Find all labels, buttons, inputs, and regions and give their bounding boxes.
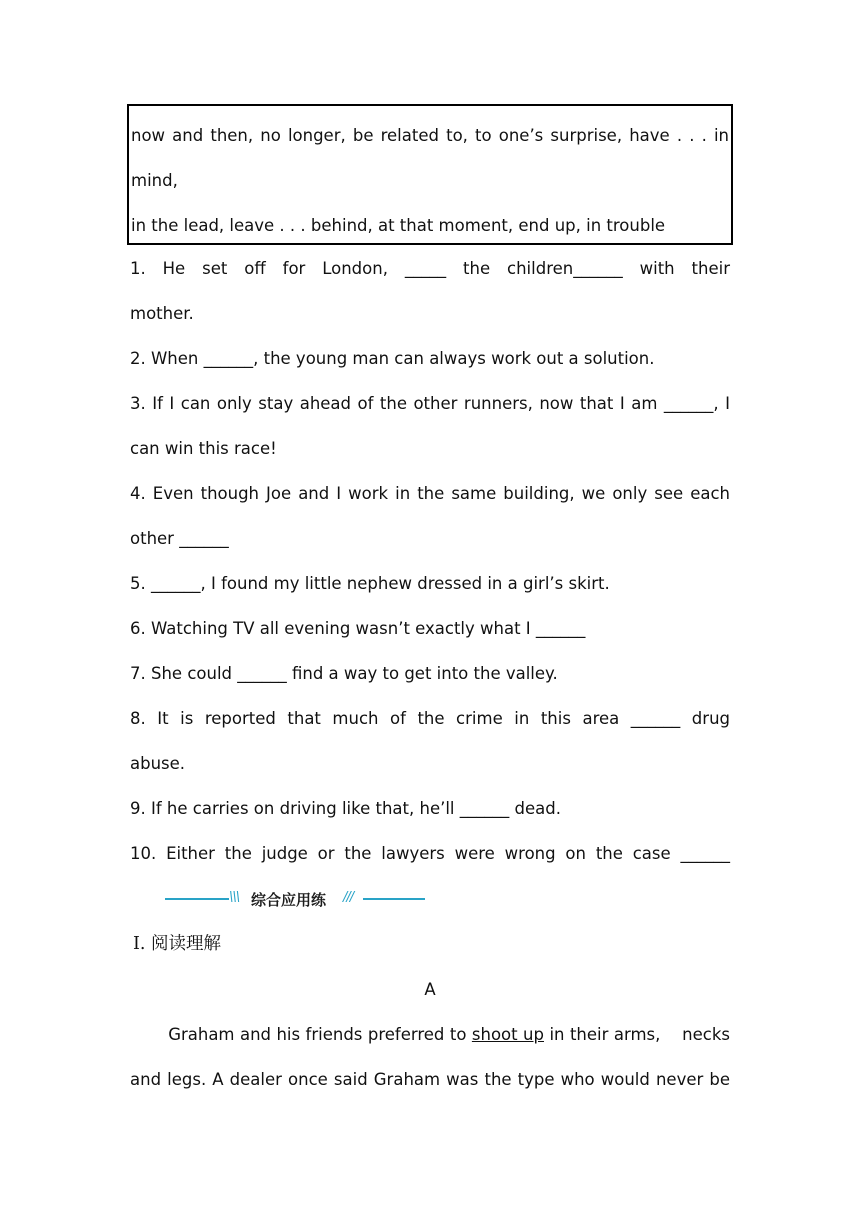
banner-rule-left: [165, 898, 229, 900]
passage-line-2: and legs. A dealer once said Graham was the type who would never be: [130, 1070, 730, 1089]
phrase-box-line-2: mind,: [131, 171, 178, 190]
question-10: 10. Either the judge or the lawyers were wrong on the case ______: [130, 844, 730, 863]
phrase-word-box: [127, 104, 733, 245]
phrase-box-line-1: now and then, no longer, be related to, to one’s surprise, have . . . in: [131, 126, 729, 145]
banner-left-mark: \\\: [229, 890, 240, 905]
section-banner: [165, 888, 427, 910]
section-heading: Ⅰ. 阅读理解: [133, 934, 222, 954]
passage-indent: [130, 1025, 168, 1044]
question-1-line-2: mother.: [130, 304, 194, 323]
question-1-line-1: 1. He set off for London, _____ the children______ with their: [130, 259, 730, 278]
passage-text-after: in their arms, necks: [544, 1025, 731, 1044]
question-7: 7. She could ______ find a way to get into the valley.: [130, 664, 558, 683]
passage-text-before: Graham and his friends preferred to: [168, 1025, 472, 1044]
phrase-box-line-3: in the lead, leave . . . behind, at that moment, end up, in trouble: [131, 216, 666, 235]
question-6: 6. Watching TV all evening wasn’t exactly what I ______: [130, 619, 586, 638]
question-4-line-1: 4. Even though Joe and I work in the same building, we only see each: [130, 484, 730, 503]
question-4-line-2: other ______: [130, 529, 229, 548]
question-8-line-2: abuse.: [130, 754, 186, 773]
passage-line-1: [130, 1025, 730, 1045]
question-3-line-2: can win this race!: [130, 439, 277, 458]
question-9: 9. If he carries on driving like that, he’ll ______ dead.: [130, 799, 561, 818]
banner-rule-right: [363, 898, 425, 900]
question-2: 2. When ______, the young man can always work out a solution.: [130, 349, 655, 368]
passage-letter: A: [424, 980, 436, 999]
banner-title: 综合应用练: [251, 891, 327, 909]
passage-underlined-phrase: shoot up: [471, 1025, 544, 1044]
question-3-line-1: 3. If I can only stay ahead of the other runners, now that I am ______, I: [130, 394, 730, 413]
question-8-line-1: 8. It is reported that much of the crime in this area ______ drug: [130, 709, 730, 728]
banner-right-mark: ///: [343, 890, 354, 905]
question-5: 5. ______, I found my little nephew dressed in a girl’s skirt.: [130, 574, 610, 593]
